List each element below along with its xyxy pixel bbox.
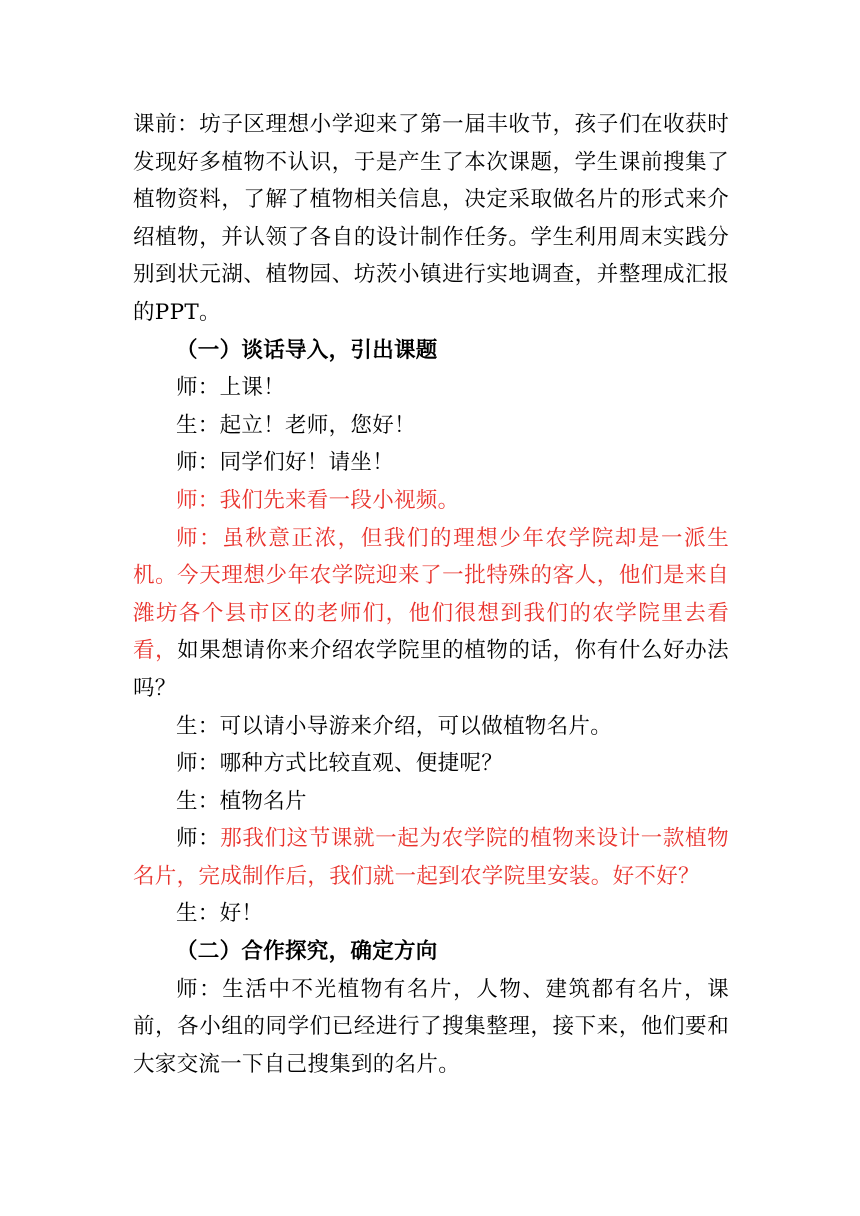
dialogue-line: 生：可以请小导游来介绍，可以做植物名片。 — [176, 713, 613, 739]
dialogue-line-highlighted: 师：我们先来看一段小视频。 — [176, 487, 460, 513]
document-page — [133, 106, 729, 1083]
intro-paragraph: 课前：坊子区理想小学迎来了第一届丰收节，孩子们在收获时发现好多植物不认识，于是产生了本次课题，学生课前搜集了植物资料，了解了植物相关信息，决定采取做名片的形式来介绍植物，并认领了各自的设计制作任务。学生利用周末实践分别到状元湖、植物园、坊茨小镇进行实地调查，并整理成汇报的PPT。 — [133, 112, 729, 325]
dialogue-paragraph — [133, 520, 729, 708]
dialogue-line: 生：好！ — [176, 901, 264, 927]
section-heading-1: （一）谈话导入，引出课题 — [176, 337, 438, 363]
dialogue-line: 师：同学们好！请坐！ — [176, 450, 395, 476]
dialogue-line: 生：植物名片 — [176, 788, 307, 814]
highlighted-text: 那我们这节课就一起为农学院的植物来设计一款植物名片，完成制作后，我们就一起到农学院里安装。好不好？ — [133, 826, 729, 889]
dialogue-line: 师：哪种方式比较直观、便捷呢？ — [176, 751, 504, 777]
dialogue-paragraph — [133, 820, 729, 895]
plain-text: 如果想请你来介绍农学院里的植物的话，你有什么好办法吗？ — [133, 638, 729, 701]
section-heading-2: （二）合作探究，确定方向 — [176, 939, 438, 965]
highlighted-text: 师：虽秋意正浓，但我们的理想少年农学院却是一派生机。今天理想少年农学院迎来了一批特殊的客人，他们是来自潍坊各个县市区的老师们，他们很想到我们的农学院里去看看， — [133, 525, 729, 664]
dialogue-paragraph: 师：生活中不光植物有名片，人物、建筑都有名片，课前，各小组的同学们已经进行了搜集整理，接下来，他们要和大家交流一下自己搜集到的名片。 — [133, 976, 729, 1077]
speaker-label: 师： — [176, 826, 221, 852]
dialogue-line: 师：上课！ — [176, 375, 286, 401]
dialogue-line: 生：起立！老师，您好！ — [176, 412, 416, 438]
